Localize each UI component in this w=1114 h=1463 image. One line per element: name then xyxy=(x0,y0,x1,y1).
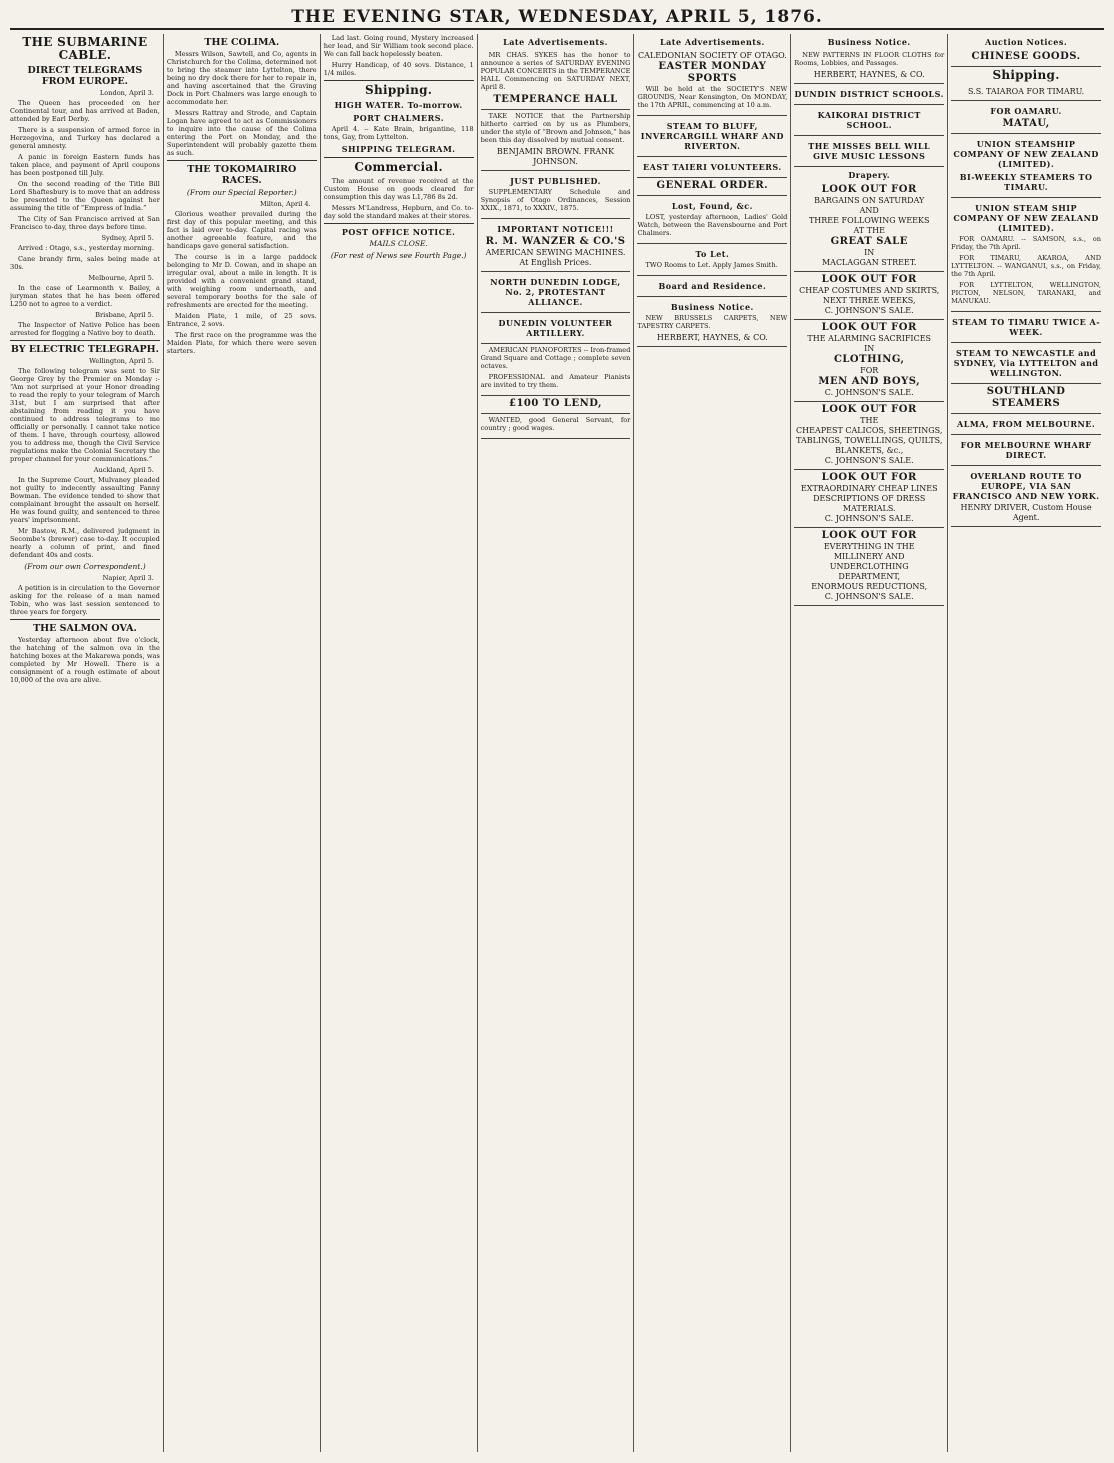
ad-line: C. JOHNSON'S SALE. xyxy=(824,306,914,315)
advertisement xyxy=(951,101,1101,134)
ad-headline: LOOK OUT FOR xyxy=(821,404,917,415)
ad-text: LOST, yesterday afternoon, Ladies' Gold Watch, between the Ravensbourne and Port Chalmers. xyxy=(637,213,788,237)
divider xyxy=(167,160,317,161)
ad-text: TWO Rooms to Let. Apply James Smith. xyxy=(645,261,778,269)
advertisement xyxy=(637,244,787,276)
ad-heading: OVERLAND ROUTE TO EUROPE, VIA SAN FRANCISCO AND NEW YORK. xyxy=(952,471,1100,501)
article-paragraph: Cane brandy firm, sales being made at 30s. xyxy=(10,255,160,271)
ad-line: TABLINGS, TOWELLINGS, QUILTS, xyxy=(796,436,943,445)
advertisement xyxy=(794,105,944,136)
masthead-title: THE EVENING STAR, WEDNESDAY, APRIL 5, 1876. xyxy=(291,7,823,27)
ad-heading: IMPORTANT NOTICE!!! xyxy=(497,224,614,234)
section-subheading: (From our own Correspondent.) xyxy=(24,562,146,571)
section-heading: Commercial. xyxy=(354,160,443,174)
ad-headline: LOOK OUT FOR xyxy=(821,530,917,541)
ad-line: NEXT THREE WEEKS, xyxy=(822,296,916,305)
advertisement xyxy=(481,49,631,110)
section-heading: POST OFFICE NOTICE. xyxy=(341,227,456,237)
section-heading: THE TOKOMAIRIRO RACES. xyxy=(187,164,297,186)
section-heading: Drapery. xyxy=(848,170,891,180)
section-heading: THE SALMON OVA. xyxy=(33,623,137,634)
section-heading: THE COLIMA. xyxy=(204,37,280,48)
ad-signature: HERBERT, HAYNES, & CO. xyxy=(656,333,768,342)
ad-headline: CHINESE GOODS. xyxy=(971,51,1081,62)
ad-text: PROFESSIONAL and Amateur Pianists are invited to try them. xyxy=(480,373,631,389)
ad-text: TAKE NOTICE that the Partnership hitherto carried on by us as Plumbers, under the style of “Brown and Johnson,” has been this day dissolved by mutual consent. xyxy=(480,112,631,144)
newspaper-page xyxy=(10,6,1104,1456)
ad-heading: Board and Residence. xyxy=(658,281,767,291)
advertisement xyxy=(637,116,787,157)
advertisement xyxy=(637,297,787,347)
dateline: Milton, April 4. xyxy=(259,200,311,208)
ad-heading: STEAM TO BLUFF, INVERCARGILL WHARF AND RIVERTON. xyxy=(640,121,784,151)
ad-heading: STEAM TO TIMARU TWICE A-WEEK. xyxy=(952,317,1101,337)
ad-text: Will be held at the SOCIETY'S NEW GROUNDS, Near Kensington, On MONDAY, the 17th APRIL, commencing at 10 a.m. xyxy=(637,85,788,109)
ad-line: EXTRAORDINARY CHEAP LINES xyxy=(800,484,938,493)
ad-line: IN xyxy=(864,248,875,257)
section-heading: Business Notice. xyxy=(827,37,911,47)
ad-headline: SOUTHLAND STEAMERS xyxy=(986,386,1066,409)
article-paragraph: In the Supreme Court, Mulvaney pleaded not guilty to indecently assaulting Fanny Bowman. The evidence tended to show that complainant brought the assault on herself. He was found guilty, and sentenced to three years' imprisonment. xyxy=(10,476,160,524)
ad-headline: £100 TO LEND, xyxy=(508,398,603,409)
advertisement xyxy=(481,414,631,439)
ad-headline: LOOK OUT FOR xyxy=(821,184,917,195)
ad-heading: UNION STEAM SHIP COMPANY OF NEW ZEALAND (LIMITED). xyxy=(953,203,1099,233)
advertisement xyxy=(794,272,944,320)
advertisement xyxy=(951,343,1101,384)
section-heading: Auction Notices. xyxy=(984,37,1068,47)
advertisement xyxy=(637,178,787,196)
advertisement xyxy=(481,396,631,414)
ad-line: BARGAINS ON SATURDAY xyxy=(814,196,925,205)
ad-heading: S.S. TAIAROA FOR TIMARU. xyxy=(967,87,1085,96)
advertisement xyxy=(637,157,787,178)
ad-text: FOR OAMARU. -- SAMSON, s.s., on Friday, the 7th April. xyxy=(951,235,1102,251)
ad-text: MR CHAS. SYKES has the honor to announce a series of SATURDAY EVENING POPULAR CONCERTS in the TEMPERANCE HALL Commencing on SATURDAY NEXT, April 8. xyxy=(480,51,631,91)
ad-headline: GREAT SALE xyxy=(830,236,908,247)
advertisement xyxy=(794,402,944,470)
advertisement xyxy=(481,344,631,396)
advertisement xyxy=(794,320,944,402)
dateline: Sydney, April 5. xyxy=(101,234,154,242)
section-subheading: (From our Special Reporter.) xyxy=(186,188,297,197)
section-heading: Late Advertisements. xyxy=(659,37,765,47)
advertisement xyxy=(481,219,631,272)
article-paragraph: The Inspector of Native Police has been arrested for flogging a Native boy to death. xyxy=(10,321,160,337)
ad-heading: STEAM TO NEWCASTLE and SYDNEY, Via LYTTELTON and WELLINGTON. xyxy=(953,348,1099,378)
ad-text: AMERICAN PIANOFORTES -- Iron-framed Grand Square and Cottage ; complete seven octaves. xyxy=(480,346,631,370)
column-1 xyxy=(10,34,164,1452)
advertisement xyxy=(951,49,1101,67)
article-paragraph: The Queen has proceeded on her Continental tour, and has arrived at Baden, attended by Earl Derby. xyxy=(10,99,160,123)
ad-headline: CLOTHING, xyxy=(833,354,905,365)
dateline: London, April 3. xyxy=(99,89,154,97)
column-2 xyxy=(167,34,321,1452)
article-paragraph: Yesterday afternoon about five o'clock, the hatching of the salmon ova in the hatching boxes at the Makarewa ponds, was completed by Mr Howell. There is a consignment of a rough estimate of about 10,000 of the ova are alive. xyxy=(10,636,160,684)
article-paragraph: There is a suspension of armed force in Herzegovina, and Turkey has declared a general amnesty. xyxy=(10,126,160,150)
article-paragraph: April 4. -- Kate Brain, brigantine, 118 tons, Gay, from Lyttelton. xyxy=(323,125,474,141)
ad-signature: BENJAMIN BROWN. FRANK JOHNSON. xyxy=(496,147,615,166)
article-paragraph: The amount of revenue received at the Custom House on goods cleared for consumption this day was L1,786 8s 2d. xyxy=(323,177,474,201)
divider xyxy=(10,340,160,341)
ad-line: MILLINERY AND UNDERCLOTHING xyxy=(829,552,909,571)
section-subheading: DIRECT TELEGRAMS FROM EUROPE. xyxy=(27,65,143,87)
dateline: Napier, April 3. xyxy=(102,574,154,582)
article-paragraph: The first race on the programme was the Maiden Plate, for which there were seven starters. xyxy=(166,331,317,355)
advertisement xyxy=(951,198,1101,312)
ad-line: CHEAPEST CALICOS, SHEETINGS, xyxy=(796,426,943,435)
dateline: Wellington, April 5. xyxy=(89,357,154,365)
ad-line: ENORMOUS REDUCTIONS, xyxy=(811,582,928,591)
ad-headline: EASTER MONDAY SPORTS xyxy=(658,61,767,84)
ad-heading: To Let. xyxy=(695,249,730,259)
advertisement xyxy=(481,272,631,313)
article-paragraph: The course is in a large paddock belonging to Mr D. Cowan, and in shape an irregular oval, about a mile in length. It is provided with a convenient grand stand, with weighing room underneath, and several temporary booths for the sale of refreshments are erected for the meeting. xyxy=(166,253,317,309)
advertisement xyxy=(637,276,787,297)
ad-text: WANTED, good General Servant, for country ; good wages. xyxy=(480,416,631,432)
article-paragraph: Lad last. Going round, Mystery increased her lead, and Sir William took second place. We can fall back hopelessly beaten. xyxy=(323,34,474,58)
column-4 xyxy=(481,34,635,1452)
ad-heading: Lost, Found, &c. xyxy=(671,201,753,211)
divider xyxy=(324,223,474,224)
ad-headline: LOOK OUT FOR xyxy=(821,472,917,483)
article-paragraph: Maiden Plate, 1 mile, of 25 sovs. Entrance, 2 sovs. xyxy=(166,312,317,328)
section-heading: BY ELECTRIC TELEGRAPH. xyxy=(10,344,159,355)
advertisement xyxy=(794,528,944,606)
advertisement xyxy=(794,182,944,272)
ad-line: CHEAP COSTUMES AND SKIRTS, xyxy=(799,286,940,295)
column-7 xyxy=(951,34,1104,1452)
advertisement xyxy=(951,312,1101,343)
article-paragraph: Messrs Rattray and Strode, and Captain Logan have agreed to act as Commissioners to inquire into the cause of the Colima entering the Port on Monday, and the Superintendent will probably gazette them as such. xyxy=(166,109,317,157)
advertisement xyxy=(794,49,944,84)
ad-headline: MATAU, xyxy=(1002,118,1050,129)
ad-line: FOR xyxy=(860,366,879,375)
ad-line: THREE FOLLOWING WEEKS xyxy=(808,216,930,225)
ad-headline: LOOK OUT FOR xyxy=(821,322,917,333)
article-paragraph: On the second reading of the Title Bill Lord Shaftesbury is to move that an address be presented to the Queen against her assuming the title of “Empress of India.” xyxy=(10,180,160,212)
column-6 xyxy=(794,34,948,1452)
ad-line: AND xyxy=(859,206,879,215)
divider xyxy=(324,80,474,81)
tide-table-heading: HIGH WATER. To-morrow. xyxy=(334,100,463,110)
advertisement xyxy=(481,171,631,219)
ad-line: THE ALARMING SACRIFICES xyxy=(807,334,932,343)
ad-heading: Business Notice. xyxy=(670,302,754,312)
ad-heading: THE MISSES BELL WILL GIVE MUSIC LESSONS xyxy=(808,141,931,161)
ad-text: FOR LYTTELTON, WELLINGTON, PICTON, NELSON, TARANAKI, and MANUKAU. xyxy=(951,281,1102,305)
advertisement xyxy=(794,470,944,528)
advertisement xyxy=(951,435,1101,466)
ad-heading: KAIKORAI DISTRICT SCHOOL. xyxy=(817,110,921,130)
ad-heading: UNION STEAMSHIP COMPANY OF NEW ZEALAND (LIMITED). xyxy=(953,139,1099,169)
section-heading: Shipping. xyxy=(365,83,433,97)
ad-line: C. JOHNSON'S SALE. xyxy=(824,456,914,465)
ad-line: DEPARTMENT, xyxy=(838,572,901,581)
ad-line: EVERYTHING IN THE xyxy=(823,542,915,551)
ad-line: BLANKETS, &c., xyxy=(835,446,904,455)
ad-line: DESCRIPTIONS OF DRESS MATERIALS. xyxy=(813,494,926,513)
article-paragraph: A petition is in circulation to the Governor asking for the release of a man named Tobin, who was last session sentenced to three years for forgery. xyxy=(10,584,160,616)
ad-text: NEW BRUSSELS CARPETS, NEW TAPESTRY CARPETS. xyxy=(637,314,788,330)
article-paragraph: Glorious weather prevailed during the first day of this popular meeting, and this fact is laid over to-day. Capital racing was another agreeable feature, and the handicaps gave general satisfaction. xyxy=(166,210,317,250)
article-paragraph: A panic in foreign Eastern funds has taken place, and payment of April coupons has been postponed till July. xyxy=(10,153,160,177)
footer-note: (For rest of News see Fourth Page.) xyxy=(330,251,467,260)
article-paragraph: Messrs M'Landress, Hepburn, and Co. to-day sold the standard makes at their stores. xyxy=(323,204,474,220)
dateline: Auckland, April 5. xyxy=(93,466,154,474)
advertisement xyxy=(794,136,944,167)
ad-heading: ALMA, FROM MELBOURNE. xyxy=(956,419,1096,429)
advertisement xyxy=(951,384,1101,414)
article-paragraph: The following telegram was sent to Sir George Grey by the Premier on Monday :- “Am not surprised at your Honor dreading to read the reply to your telegram of March 31st, but I am surprised that after abstaining from reading it you have continued to address telegrams to me officially or personally. I cannot take notice of them. I have, through courtesy, allowed you to address me, though the Civil Service regulations make the Colonial Secretary the proper channel for your communications.” xyxy=(10,367,160,463)
ad-line: C. JOHNSON'S SALE. xyxy=(824,592,914,601)
section-subheading: SHIPPING TELEGRAM. xyxy=(341,144,456,154)
section-subheading: MAILS CLOSE. xyxy=(369,239,428,248)
ad-heading: BI-WEEKLY STEAMERS TO TIMARU. xyxy=(959,172,1093,192)
ad-heading: NORTH DUNEDIN LODGE, No. 2, PROTESTANT ALLIANCE. xyxy=(490,277,621,307)
column-5 xyxy=(637,34,791,1452)
ad-text: SUPPLEMENTARY Schedule and Synopsis of Otago Ordinances, Session XXIX., 1871, to XXXIV., 1875. xyxy=(480,188,631,212)
advertisement xyxy=(794,84,944,105)
ad-line: C. JOHNSON'S SALE. xyxy=(824,388,914,397)
divider xyxy=(10,619,160,620)
section-subheading: PORT CHALMERS. xyxy=(353,113,445,123)
article-paragraph: Messrs Wilson, Sawtell, and Co, agents in Christchurch for the Colima, determined not to bring the steamer into Lyttelton, there being no dry dock there for her to repair in, and having ascertained that the Graving Dock in Port Chalmers was large enough to accommodate her. xyxy=(166,50,317,106)
ad-heading: FOR MELBOURNE WHARF DIRECT. xyxy=(960,440,1092,460)
ad-heading: FOR OAMARU. xyxy=(990,106,1062,116)
section-heading: Shipping. xyxy=(992,68,1060,82)
divider xyxy=(324,157,474,158)
ad-line: C. JOHNSON'S SALE. xyxy=(824,514,914,523)
advertisement xyxy=(637,196,787,244)
article-paragraph: In the case of Learmonth v. Bailey, a juryman states that he has been offered L250 not to agree to a verdict. xyxy=(10,284,160,308)
section-heading: THE SUBMARINE CABLE. xyxy=(22,35,148,62)
ad-text: NEW PATTERNS IN FLOOR CLOTHS for Rooms, Lobbies, and Passages. xyxy=(794,51,945,67)
ad-headline: LOOK OUT FOR xyxy=(821,274,917,285)
ad-line: THE xyxy=(860,416,879,425)
section-heading: Late Advertisements. xyxy=(503,37,608,47)
dateline: Brisbane, April 5. xyxy=(95,311,154,319)
ad-heading: DUNEDIN VOLUNTEER ARTILLERY. xyxy=(498,318,613,338)
ad-line: AT THE xyxy=(853,226,885,235)
ad-line: MACLAGGAN STREET. xyxy=(821,258,917,267)
article-paragraph: The City of San Francisco arrived at San Francisco to-day, three days before time. xyxy=(10,215,160,231)
ad-heading: EAST TAIERI VOLUNTEERS. xyxy=(643,162,782,172)
advertisement xyxy=(951,134,1101,198)
columns xyxy=(10,34,1104,1452)
advertisement xyxy=(951,414,1101,435)
ad-signature: HENRY DRIVER, Custom House Agent. xyxy=(960,503,1092,522)
article-paragraph: Hurry Handicap, of 40 sovs. Distance, 1 1/4 miles. xyxy=(323,61,474,77)
ad-text: AMERICAN SEWING MACHINES. At English Prices. xyxy=(485,248,626,267)
ad-heading: DUNDIN DISTRICT SCHOOLS. xyxy=(794,89,944,99)
ad-text: FOR TIMARU, AKAROA, AND LYTTELTON. -- WANGANUI, s.s., on Friday, the 7th April. xyxy=(951,254,1102,278)
column-3 xyxy=(324,34,478,1452)
ad-heading: JUST PUBLISHED. xyxy=(510,176,601,186)
advertisement xyxy=(637,49,787,116)
ad-headline: TEMPERANCE HALL xyxy=(493,94,618,105)
dateline: Melbourne, April 5. xyxy=(88,274,154,282)
advertisement xyxy=(951,85,1101,101)
article-paragraph: Mr Bastow, R.M., delivered judgment in Secombe's (brewer) case to-day. It occupied nearly a column of print, and fined defendant 40s and costs. xyxy=(10,527,160,559)
ad-headline: GENERAL ORDER. xyxy=(656,180,769,191)
ad-headline: MEN AND BOYS, xyxy=(818,376,921,387)
ad-heading: CALEDONIAN SOCIETY OF OTAGO. xyxy=(638,51,787,60)
article-paragraph: Arrived : Otago, s.s., yesterday morning. xyxy=(18,244,154,252)
masthead xyxy=(10,6,1104,30)
ad-signature: HERBERT, HAYNES, & CO. xyxy=(813,70,925,79)
advertisement xyxy=(481,313,631,344)
advertisement xyxy=(481,110,631,171)
advertisement xyxy=(951,466,1101,527)
ad-headline: R. M. WANZER & CO.'S xyxy=(485,236,626,247)
ad-line: IN xyxy=(864,344,875,353)
